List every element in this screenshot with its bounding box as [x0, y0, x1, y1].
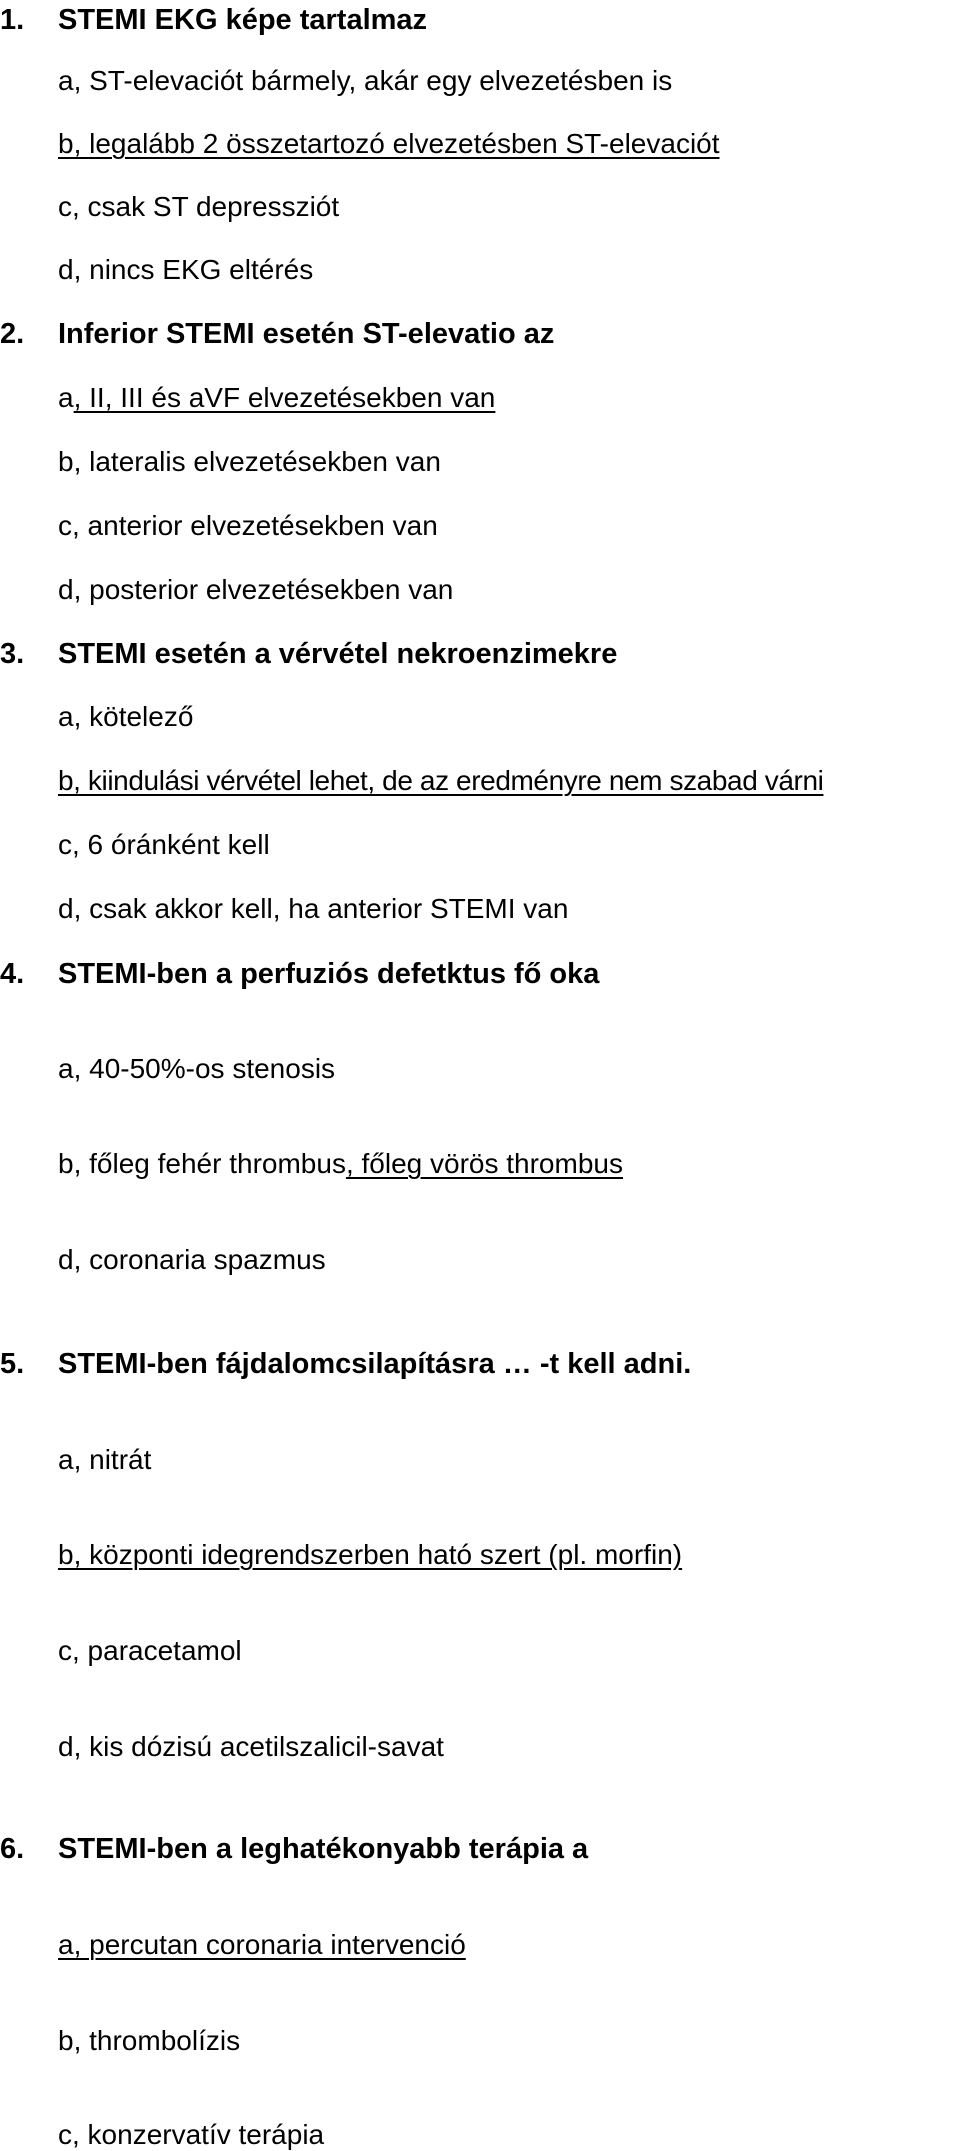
question-number: 1. — [0, 4, 25, 36]
option-label: b, központi idegrendszerben ható szert (pl. morfin) — [58, 1539, 683, 1570]
option-underlined-text: , II, III és aVF elvezetésekben van — [73, 382, 496, 413]
question-number: 4. — [0, 958, 25, 990]
option-label: a, ST-elevaciót bármely, akár egy elvezetésben is — [58, 65, 673, 96]
option-label: c, paracetamol — [58, 1635, 242, 1666]
question-text: STEMI-ben a leghatékonyabb terápia a — [58, 1833, 589, 1865]
option-label: d, coronaria spazmus — [58, 1244, 326, 1275]
question-text: STEMI EKG képe tartalmaz — [58, 4, 428, 36]
option-label: d, posterior elvezetésekben van — [58, 574, 454, 605]
option-label: a, kötelező — [58, 701, 194, 732]
question-text: STEMI-ben a perfuziós defetktus fő oka — [58, 958, 600, 990]
option-label: b, legalább 2 összetartozó elvezetésben ST-elevaciót — [58, 128, 720, 159]
option-label: d, csak akkor kell, ha anterior STEMI van — [58, 893, 569, 924]
question-text: Inferior STEMI esetén ST-elevatio az — [58, 318, 555, 350]
option-label: b, kiindulási vérvétel lehet, de az eredményre nem szabad várni — [58, 765, 824, 796]
option-label: c, 6 óránként kell — [58, 829, 270, 860]
option-label: c, anterior elvezetésekben van — [58, 510, 438, 541]
option-prefix: a — [58, 382, 74, 413]
option-underlined-text: , főleg vörös thrombus — [345, 1148, 623, 1179]
option-label — [58, 384, 495, 412]
option-label: a, 40-50%-os stenosis — [58, 1053, 336, 1084]
option-prefix: b, főleg fehér thrombus — [58, 1148, 346, 1179]
option-label: c, konzervatív terápia — [58, 2119, 325, 2150]
option-label — [58, 1150, 623, 1178]
option-label: d, nincs EKG eltérés — [58, 254, 314, 285]
option-label: c, csak ST depressziót — [58, 191, 340, 222]
question-number: 3. — [0, 638, 25, 670]
question-number: 2. — [0, 318, 25, 350]
question-number: 5. — [0, 1348, 25, 1380]
option-label: a, nitrát — [58, 1444, 152, 1475]
question-text: STEMI esetén a vérvétel nekroenzimekre — [58, 638, 618, 670]
option-label: b, thrombolízis — [58, 2025, 241, 2056]
question-number: 6. — [0, 1833, 25, 1865]
option-label: b, lateralis elvezetésekben van — [58, 446, 441, 477]
question-text: STEMI-ben fájdalomcsilapításra … -t kell adni. — [58, 1348, 692, 1380]
option-label: a, percutan coronaria intervenció — [58, 1929, 466, 1960]
option-label: d, kis dózisú acetilszalicil-savat — [58, 1731, 444, 1762]
